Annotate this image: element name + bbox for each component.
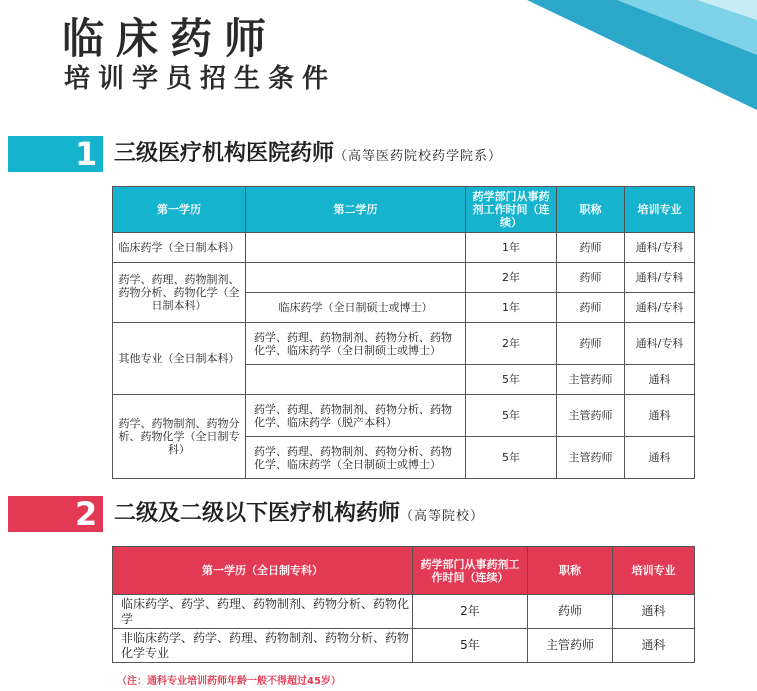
- table-header-row: [113, 187, 695, 233]
- cell-first-degree: 药学、药理、药物制剂、药物分析、药物化学（全日制本科）: [113, 263, 246, 323]
- section1-title-text: 三级医疗机构医院药师: [114, 141, 335, 166]
- cell-major: 通科: [625, 365, 695, 395]
- cell-work-time: 1年: [466, 293, 557, 323]
- cell-second-degree: 临床药学（全日制硕士或博士）: [246, 293, 466, 323]
- col-header-title: 职称: [557, 187, 625, 233]
- section1-title-note: （高等医药院校药学院系）: [334, 149, 503, 164]
- cell-major: 通科: [613, 595, 695, 629]
- cell-title: 主管药师: [528, 629, 613, 663]
- col-header-first-degree: 第一学历: [113, 187, 246, 233]
- cell-major: 通科/专科: [625, 233, 695, 263]
- cell-second-degree: [246, 365, 466, 395]
- page-title: 临床药师: [62, 14, 279, 63]
- col-header-first-degree: 第一学历（全日制专科）: [113, 547, 413, 595]
- table-header-row: [113, 547, 695, 595]
- cell-second-degree: 药学、药理、药物制剂、药物分析、药物化学、临床药学（全日制硕士或博士）: [246, 437, 466, 479]
- cell-work-time: 2年: [466, 323, 557, 365]
- table-row: [113, 263, 695, 293]
- table-row: [113, 233, 695, 263]
- cell-title: 药师: [528, 595, 613, 629]
- cell-title: 药师: [557, 323, 625, 365]
- cell-title: 药师: [557, 263, 625, 293]
- table-row: [113, 595, 695, 629]
- cell-work-time: 1年: [466, 233, 557, 263]
- cell-second-degree: [246, 233, 466, 263]
- section2-number: 2: [75, 495, 98, 533]
- page-subtitle: 培训学员招生条件: [64, 64, 337, 94]
- corner-decoration: [457, 0, 757, 120]
- cell-second-degree: [246, 263, 466, 293]
- cell-title: 主管药师: [557, 395, 625, 437]
- cell-title: 主管药师: [557, 437, 625, 479]
- cell-major: 通科: [625, 437, 695, 479]
- cell-major: 通科: [613, 629, 695, 663]
- cell-major: 通科: [625, 395, 695, 437]
- cell-first-degree: 其他专业（全日制本科）: [113, 323, 246, 395]
- cell-first-degree: 临床药学（全日制本科）: [113, 233, 246, 263]
- cell-work-time: 5年: [466, 395, 557, 437]
- cell-work-time: 5年: [466, 437, 557, 479]
- section2-title: [114, 496, 484, 535]
- footnote: （注：通科专业培训药师年龄一般不得超过45岁）: [117, 676, 341, 687]
- table-row: [113, 629, 695, 663]
- cell-title: 主管药师: [557, 365, 625, 395]
- section2-title-note: （高等院校）: [400, 509, 485, 524]
- table-row: [113, 395, 695, 437]
- section1-table: [112, 186, 695, 479]
- cell-second-degree: 药学、药理、药物制剂、药物分析、药物化学、临床药学（全日制硕士或博士）: [246, 323, 466, 365]
- cell-work-time: 5年: [466, 365, 557, 395]
- section2-title-text: 二级及二级以下医疗机构药师: [114, 501, 401, 526]
- cell-major: 通科/专科: [625, 323, 695, 365]
- col-header-title: 职称: [528, 547, 613, 595]
- section1-title: [114, 136, 502, 175]
- cell-work-time: 2年: [466, 263, 557, 293]
- cell-first-degree: 临床药学、药学、药理、药物制剂、药物分析、药物化学: [113, 595, 413, 629]
- col-header-work-time: 药学部门从事药剂工作时间（连续）: [466, 187, 557, 233]
- col-header-work-time: 药学部门从事药剂工作时间（连续）: [413, 547, 528, 595]
- col-header-second-degree: 第二学历: [246, 187, 466, 233]
- cell-first-degree: 药学、药物制剂、药物分析、药物化学（全日制专科）: [113, 395, 246, 479]
- col-header-major: 培训专业: [613, 547, 695, 595]
- cell-title: 药师: [557, 293, 625, 323]
- section2-table: [112, 546, 695, 663]
- table-row: [113, 323, 695, 365]
- section1-number: 1: [75, 135, 98, 173]
- cell-first-degree: 非临床药学、药学、药理、药物制剂、药物分析、药物化学专业: [113, 629, 413, 663]
- cell-major: 通科/专科: [625, 293, 695, 323]
- cell-second-degree: 药学、药理、药物制剂、药物分析、药物化学、临床药学（脱产本科）: [246, 395, 466, 437]
- cell-major: 通科/专科: [625, 263, 695, 293]
- cell-work-time: 2年: [413, 595, 528, 629]
- cell-title: 药师: [557, 233, 625, 263]
- cell-work-time: 5年: [413, 629, 528, 663]
- col-header-major: 培训专业: [625, 187, 695, 233]
